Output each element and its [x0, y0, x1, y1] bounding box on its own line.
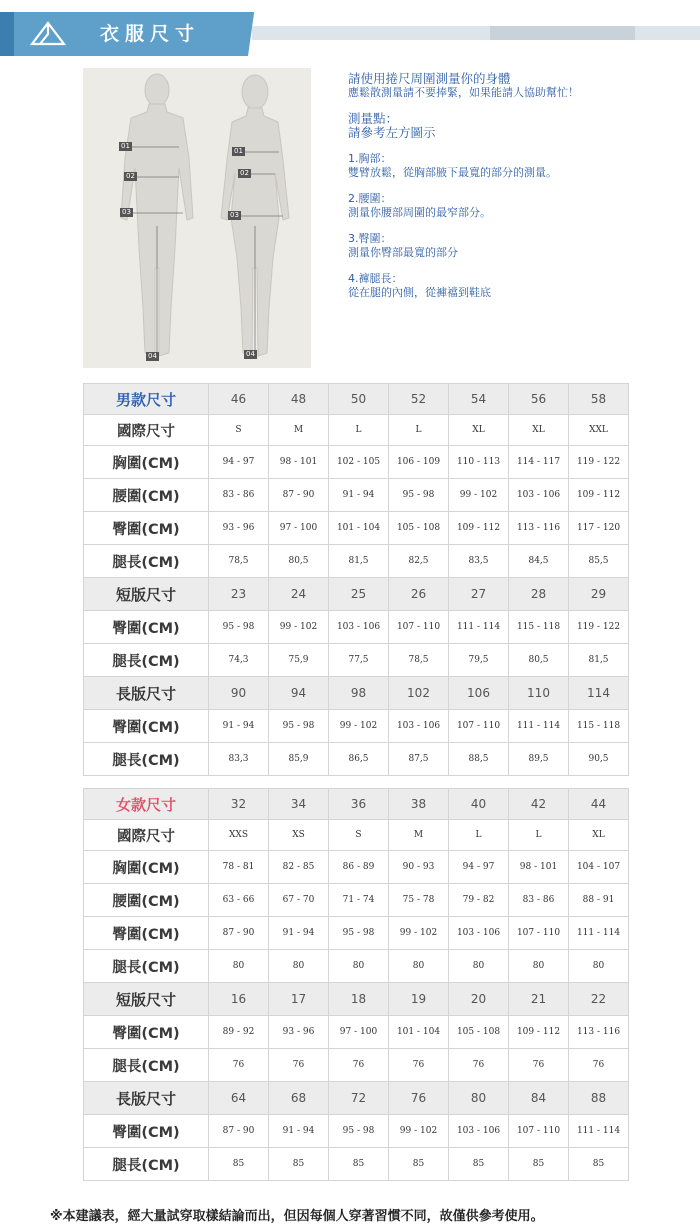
instruction-heading: 4.褲腿長：	[348, 272, 403, 285]
table-cell: 81,5	[569, 644, 629, 677]
table-cell: 36	[329, 789, 389, 820]
table-cell: 102	[389, 677, 449, 710]
table-cell: 78,5	[389, 644, 449, 677]
table-cell: 86 - 89	[329, 851, 389, 884]
table-cell: 27	[449, 578, 509, 611]
table-row	[84, 677, 629, 710]
row-label: 腿長(CM)	[84, 644, 209, 677]
table-cell: 86,5	[329, 743, 389, 776]
header-decor-bar	[252, 26, 490, 40]
table-cell: 113 - 116	[569, 1016, 629, 1049]
table-cell: 91 - 94	[269, 917, 329, 950]
table-cell: XXL	[569, 415, 629, 446]
table-cell: 98 - 101	[509, 851, 569, 884]
header-decor-bar	[635, 26, 700, 40]
section-header	[0, 12, 700, 56]
table-cell: 93 - 96	[269, 1016, 329, 1049]
table-cell: 48	[269, 384, 329, 415]
table-cell: 95 - 98	[209, 611, 269, 644]
body-silhouettes-icon	[83, 68, 311, 368]
table-cell: 21	[509, 983, 569, 1016]
row-label: 腰圍(CM)	[84, 884, 209, 917]
table-cell: S	[329, 820, 389, 851]
table-row	[84, 983, 629, 1016]
table-cell: 64	[209, 1082, 269, 1115]
table-cell: 89 - 92	[209, 1016, 269, 1049]
table-cell: 103 - 106	[509, 479, 569, 512]
row-label: 國際尺寸	[84, 415, 209, 446]
table-row	[84, 917, 629, 950]
table-cell: 52	[389, 384, 449, 415]
table-cell: 107 - 110	[449, 710, 509, 743]
table-cell: 72	[329, 1082, 389, 1115]
instruction-text: 從在腿的內側，從褲襠到鞋底	[348, 286, 491, 299]
table-cell: 18	[329, 983, 389, 1016]
instruction-text: 應鬆散測量請不要捧緊，如果能請人協助幫忙！	[348, 86, 579, 99]
marker-leg: 04	[148, 352, 157, 360]
table-cell: 99 - 102	[389, 917, 449, 950]
table-cell: S	[209, 415, 269, 446]
table-cell: 84,5	[509, 545, 569, 578]
footnote: ※本建議表，經大量試穿取樣結論而出，但因每個人穿著習慣不同，故僅供參考使用。	[50, 1209, 544, 1224]
table-cell: 105 - 108	[389, 512, 449, 545]
row-label: 臀圍(CM)	[84, 1115, 209, 1148]
table-cell: 83 - 86	[509, 884, 569, 917]
table-cell: 76	[389, 1082, 449, 1115]
table-cell: 88	[569, 1082, 629, 1115]
table-cell: 99 - 102	[329, 710, 389, 743]
row-label: 腿長(CM)	[84, 1049, 209, 1082]
table-cell: 99 - 102	[269, 611, 329, 644]
table-cell: 104 - 107	[569, 851, 629, 884]
table-cell: 50	[329, 384, 389, 415]
table-cell: 102 - 105	[329, 446, 389, 479]
table-cell: 94	[269, 677, 329, 710]
table-cell: 46	[209, 384, 269, 415]
table-cell: L	[329, 415, 389, 446]
table-row	[84, 384, 629, 415]
marker-leg: 04	[246, 350, 255, 358]
table-cell: 97 - 100	[269, 512, 329, 545]
table-cell: 78 - 81	[209, 851, 269, 884]
table-cell: 42	[509, 789, 569, 820]
table-cell: 98	[329, 677, 389, 710]
table-cell: 119 - 122	[569, 611, 629, 644]
table-cell: 97 - 100	[329, 1016, 389, 1049]
table-cell: 74,3	[209, 644, 269, 677]
table-row	[84, 446, 629, 479]
table-cell: 38	[389, 789, 449, 820]
table-cell: 94 - 97	[209, 446, 269, 479]
row-label: 臀圍(CM)	[84, 611, 209, 644]
table-cell: 94 - 97	[449, 851, 509, 884]
instruction-heading: 1.胸部：	[348, 152, 392, 165]
row-label: 國際尺寸	[84, 820, 209, 851]
table-cell: 111 - 114	[569, 917, 629, 950]
table-cell: 20	[449, 983, 509, 1016]
table-cell: 106 - 109	[389, 446, 449, 479]
table-cell: 90 - 93	[389, 851, 449, 884]
table-cell: 23	[209, 578, 269, 611]
table-cell: 58	[569, 384, 629, 415]
table-cell: 80	[209, 950, 269, 983]
instruction-heading: 測量點：	[348, 111, 399, 126]
table-cell: 29	[569, 578, 629, 611]
table-cell: 80	[449, 1082, 509, 1115]
table-cell: 44	[569, 789, 629, 820]
table-cell: 87 - 90	[209, 1115, 269, 1148]
table-cell: 117 - 120	[569, 512, 629, 545]
table-cell: 77,5	[329, 644, 389, 677]
table-cell: 85,5	[569, 545, 629, 578]
table-cell: 107 - 110	[509, 917, 569, 950]
table-cell: 76	[449, 1049, 509, 1082]
marker-hip: 03	[230, 211, 239, 219]
table-cell: 78,5	[209, 545, 269, 578]
marker-waist: 02	[126, 172, 135, 180]
table-cell: 83 - 86	[209, 479, 269, 512]
table-cell: 82,5	[389, 545, 449, 578]
instruction-text: 雙臂放鬆，從胸部腋下最寬的部分的測量。	[348, 166, 557, 179]
men-size-table	[83, 383, 629, 776]
table-cell: 76	[509, 1049, 569, 1082]
table-cell: 110 - 113	[449, 446, 509, 479]
table-cell: 17	[269, 983, 329, 1016]
table-cell: 101 - 104	[389, 1016, 449, 1049]
table-row	[84, 578, 629, 611]
table-cell: 85	[449, 1148, 509, 1181]
table-row	[84, 789, 629, 820]
row-label: 胸圍(CM)	[84, 446, 209, 479]
instruction-text: 請參考左方圖示	[348, 125, 436, 140]
table-cell: 80	[269, 950, 329, 983]
table-cell: 90	[209, 677, 269, 710]
table-cell: 75 - 78	[389, 884, 449, 917]
instruction-text: 測量你腰部周圍的最窄部分。	[348, 206, 491, 219]
table-cell: 87 - 90	[209, 917, 269, 950]
table-cell: 19	[389, 983, 449, 1016]
table-cell: 107 - 110	[389, 611, 449, 644]
table-cell: 113 - 116	[509, 512, 569, 545]
table-row	[84, 479, 629, 512]
table-row	[84, 884, 629, 917]
table-cell: 119 - 122	[569, 446, 629, 479]
table-row	[84, 512, 629, 545]
table-row	[84, 1115, 629, 1148]
table-cell: 34	[269, 789, 329, 820]
row-label: 臀圍(CM)	[84, 1016, 209, 1049]
table-cell: 111 - 114	[509, 710, 569, 743]
table-cell: 80,5	[269, 545, 329, 578]
table-cell: 99 - 102	[389, 1115, 449, 1148]
table-cell: 103 - 106	[329, 611, 389, 644]
header-edge-bar	[0, 12, 14, 56]
table-row	[84, 644, 629, 677]
table-cell: XL	[449, 415, 509, 446]
measurement-instructions	[348, 72, 688, 300]
table-cell: 22	[569, 983, 629, 1016]
table-cell: XL	[569, 820, 629, 851]
table-cell: 115 - 118	[569, 710, 629, 743]
table-cell: 85	[329, 1148, 389, 1181]
table-cell: 109 - 112	[449, 512, 509, 545]
table-cell: 80	[329, 950, 389, 983]
table-cell: 95 - 98	[269, 710, 329, 743]
table-cell: L	[389, 415, 449, 446]
table-cell: 90,5	[569, 743, 629, 776]
table-cell: L	[509, 820, 569, 851]
table-cell: 68	[269, 1082, 329, 1115]
table-cell: 114 - 117	[509, 446, 569, 479]
table-cell: 82 - 85	[269, 851, 329, 884]
table-cell: 80	[509, 950, 569, 983]
marker-waist: 02	[240, 169, 249, 177]
instruction-heading: 2.腰圍：	[348, 192, 392, 205]
table-cell: 87 - 90	[269, 479, 329, 512]
table-cell: 79 - 82	[449, 884, 509, 917]
page-title: 衣服尺寸	[100, 23, 201, 45]
row-label: 臀圍(CM)	[84, 512, 209, 545]
table-cell: 88 - 91	[569, 884, 629, 917]
table-cell: 32	[209, 789, 269, 820]
row-label: 臀圍(CM)	[84, 710, 209, 743]
table-cell: 103 - 106	[449, 1115, 509, 1148]
table-row	[84, 851, 629, 884]
table-cell: 26	[389, 578, 449, 611]
table-cell: 24	[269, 578, 329, 611]
table-cell: 80	[569, 950, 629, 983]
table-cell: XL	[509, 415, 569, 446]
instruction-heading: 請使用捲尺周圍測量你的身體	[348, 71, 511, 86]
table-cell: 91 - 94	[269, 1115, 329, 1148]
table-cell: 110	[509, 677, 569, 710]
table-cell: 76	[569, 1049, 629, 1082]
table-cell: 85	[509, 1148, 569, 1181]
table-cell: 89,5	[509, 743, 569, 776]
table-cell: 83,5	[449, 545, 509, 578]
table-cell: 101 - 104	[329, 512, 389, 545]
table-cell: 85	[269, 1148, 329, 1181]
table-row	[84, 545, 629, 578]
table-cell: 103 - 106	[449, 917, 509, 950]
table-cell: 91 - 94	[209, 710, 269, 743]
table-cell: 106	[449, 677, 509, 710]
table-cell: 25	[329, 578, 389, 611]
table-cell: 79,5	[449, 644, 509, 677]
table-cell: 80	[449, 950, 509, 983]
women-size-table	[83, 788, 629, 1181]
table-row	[84, 1148, 629, 1181]
marker-chest: 01	[121, 142, 130, 150]
row-label: 臀圍(CM)	[84, 917, 209, 950]
table-cell: 107 - 110	[509, 1115, 569, 1148]
instruction-heading: 3.臀圍：	[348, 232, 392, 245]
marker-chest: 01	[234, 147, 243, 155]
table-row	[84, 710, 629, 743]
row-label: 腿長(CM)	[84, 950, 209, 983]
table-cell: 16	[209, 983, 269, 1016]
table-cell: 71 - 74	[329, 884, 389, 917]
table-cell: M	[269, 415, 329, 446]
table-cell: 76	[329, 1049, 389, 1082]
table-row	[84, 820, 629, 851]
table-cell: 40	[449, 789, 509, 820]
body-measurement-illustration	[83, 68, 311, 368]
table-cell: 76	[389, 1049, 449, 1082]
table-cell: 115 - 118	[509, 611, 569, 644]
table-cell: 80,5	[509, 644, 569, 677]
table-cell: 80	[389, 950, 449, 983]
table-cell: XXS	[209, 820, 269, 851]
row-label: 腿長(CM)	[84, 1148, 209, 1181]
brand-logo-icon	[28, 20, 68, 48]
table-cell: 95 - 98	[389, 479, 449, 512]
marker-hip: 03	[122, 208, 131, 216]
table-cell: 85	[389, 1148, 449, 1181]
row-label: 男款尺寸	[84, 384, 209, 415]
table-cell: 84	[509, 1082, 569, 1115]
table-cell: 87,5	[389, 743, 449, 776]
table-row	[84, 611, 629, 644]
instruction-text: 測量你臀部最寬的部分	[348, 246, 458, 259]
table-row	[84, 950, 629, 983]
table-cell: 83,3	[209, 743, 269, 776]
row-label: 胸圍(CM)	[84, 851, 209, 884]
table-row	[84, 743, 629, 776]
table-cell: 95 - 98	[329, 917, 389, 950]
table-cell: 109 - 112	[569, 479, 629, 512]
row-label: 腿長(CM)	[84, 743, 209, 776]
table-cell: 103 - 106	[389, 710, 449, 743]
table-cell: M	[389, 820, 449, 851]
table-row	[84, 1049, 629, 1082]
table-cell: 111 - 114	[569, 1115, 629, 1148]
table-row	[84, 415, 629, 446]
table-cell: 114	[569, 677, 629, 710]
table-cell: 85	[209, 1148, 269, 1181]
table-cell: 95 - 98	[329, 1115, 389, 1148]
row-label: 短版尺寸	[84, 983, 209, 1016]
table-cell: 85,9	[269, 743, 329, 776]
table-cell: 75,9	[269, 644, 329, 677]
table-cell: 54	[449, 384, 509, 415]
table-row	[84, 1016, 629, 1049]
table-cell: 67 - 70	[269, 884, 329, 917]
table-cell: L	[449, 820, 509, 851]
table-cell: 88,5	[449, 743, 509, 776]
table-cell: 81,5	[329, 545, 389, 578]
table-cell: 63 - 66	[209, 884, 269, 917]
table-cell: 99 - 102	[449, 479, 509, 512]
table-cell: 93 - 96	[209, 512, 269, 545]
table-cell: 98 - 101	[269, 446, 329, 479]
table-cell: 105 - 108	[449, 1016, 509, 1049]
table-cell: XS	[269, 820, 329, 851]
table-cell: 28	[509, 578, 569, 611]
table-cell: 85	[569, 1148, 629, 1181]
table-cell: 76	[209, 1049, 269, 1082]
row-label: 腿長(CM)	[84, 545, 209, 578]
table-cell: 109 - 112	[509, 1016, 569, 1049]
row-label: 長版尺寸	[84, 1082, 209, 1115]
table-cell: 111 - 114	[449, 611, 509, 644]
row-label: 短版尺寸	[84, 578, 209, 611]
row-label: 女款尺寸	[84, 789, 209, 820]
row-label: 長版尺寸	[84, 677, 209, 710]
table-cell: 76	[269, 1049, 329, 1082]
table-row	[84, 1082, 629, 1115]
row-label: 腰圍(CM)	[84, 479, 209, 512]
table-cell: 56	[509, 384, 569, 415]
header-decor-bar	[490, 26, 635, 40]
table-cell: 91 - 94	[329, 479, 389, 512]
